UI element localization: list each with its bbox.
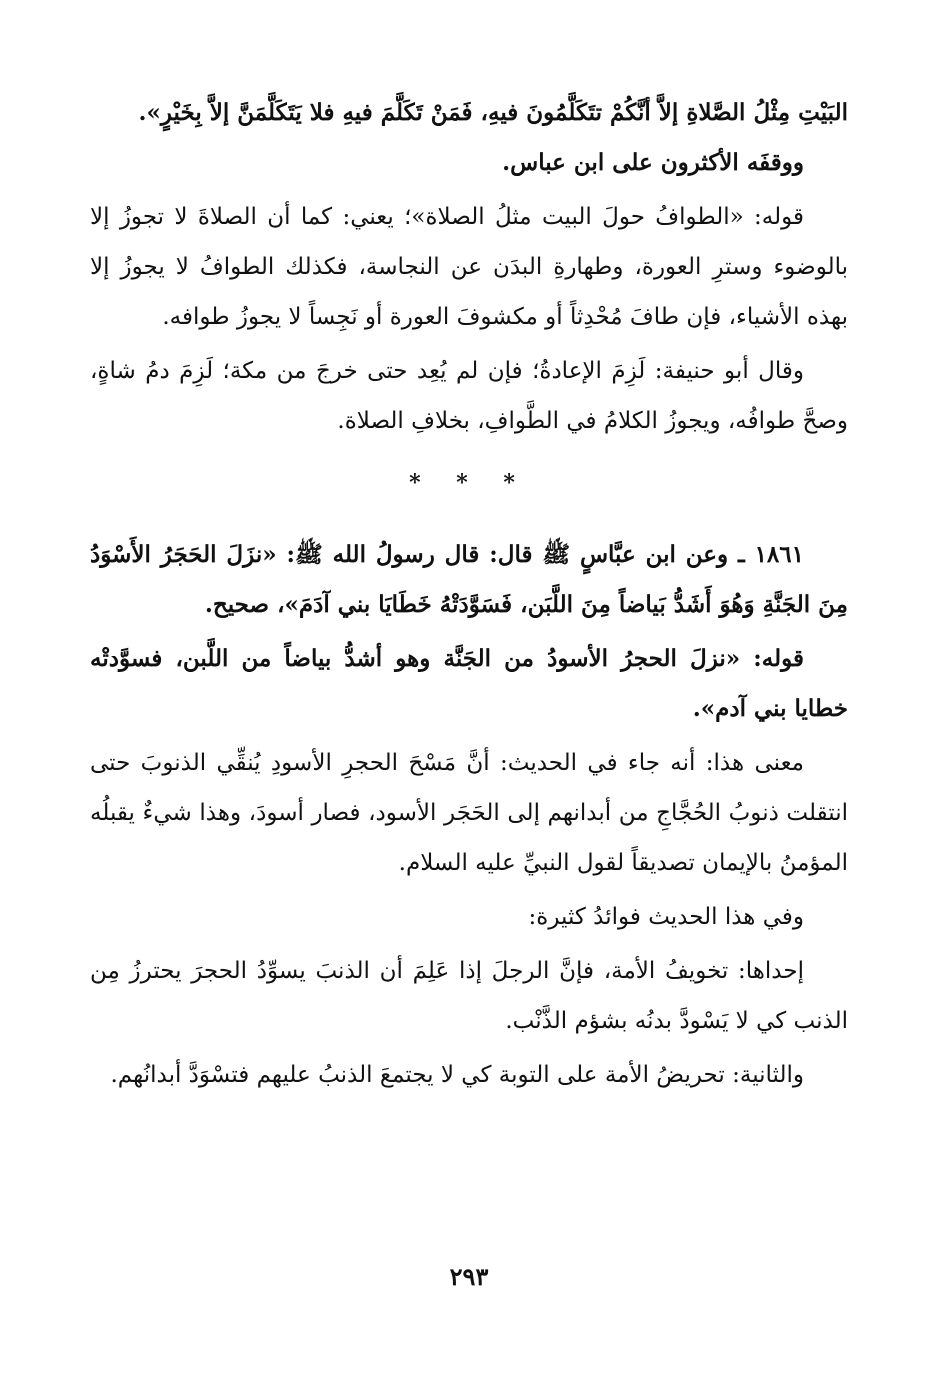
- page-body: [90, 88, 848, 1104]
- commentary-paragraph-2: وقال أبو حنيفة: لَزِمَ الإعادةُ؛ فإن لم يُعِد حتى خرجَ من مكة؛ لَزِمَ دمُ شاةٍ، وصحَّ طوافُه، ويجوزُ الكلامُ في الطَّوافِ، بخلافِ الصلاة.: [90, 358, 848, 434]
- commentary-paragraph-3: قوله: «نزلَ الحجرُ الأسودُ من الجَنَّة وهو أشدُّ بياضاً من اللَّبن، فسوَّدتْه خطايا بني آدم».: [90, 645, 848, 722]
- commentary-paragraph-4: معنى هذا: أنه جاء في الحديث: أنَّ مَسْحَ الحجرِ الأسودِ يُنقِّي الذنوبَ حتى انتقلت ذنوبُ الحُجَّاجِ من أبدانهم إلى الحَجَر الأسود، فصار أسودَ، وهذا شيءٌ يقبلُه المؤمنُ بالإيمان تصديقاً لقول النبيِّ عليه السلام.: [90, 750, 848, 876]
- page-number: ٢٩٣: [449, 1262, 489, 1291]
- commentary-paragraph-5: وفي هذا الحديث فوائدُ كثيرة:: [528, 904, 804, 930]
- hadith-1860-tail-line1: البَيْتِ مِثْلُ الصَّلاةِ إلاَّ أنَّكُمْ تتَكَلَّمُونَ فيهِ، فَمَنْ تَكَلَّمَ فيهِ فلا يَتَكَلَّمَنَّ إلاَّ بِخَيْرٍ».: [138, 99, 848, 126]
- commentary-paragraph-7: والثانية: تحريضُ الأمة على التوبة كي لا يجتمعَ الذنبُ عليهم فتسْوَدَّ أبدانُهم.: [110, 1062, 804, 1088]
- commentary-paragraph-1: قوله: «الطوافُ حولَ البيت مثلُ الصلاة»؛ يعني: كما أن الصلاةَ لا تجوزُ إلا بالوضوء وسترِ العورة، وطهارةِ البدَن عن النجاسة، فكذلك الطوافُ لا يجوزُ إلا بهذه الأشياء، فإن طافَ مُحْدِثاً أو مكشوفَ العورة أو نَجِساً لا يجوزُ طوافه.: [90, 204, 848, 330]
- hadith-1860-grading: ووقفَه الأكثرون على ابن عباس.: [502, 149, 804, 176]
- commentary-paragraph-6: إحداها: تخويفُ الأمة، فإنَّ الرجلَ إذا عَلِمَ أن الذنبَ يسوِّدُ الحجرَ يحترزُ مِن الذنب كي لا يَسْودَّ بدنُه بشؤم الذَّنْب.: [90, 958, 848, 1034]
- section-separator: * * *: [409, 470, 529, 496]
- hadith-1861: ١٨٦١ ـ وعن ابن عبَّاسٍ ﷺ قال: قال رسولُ الله ﷺ: «نزَلَ الحَجَرُ الأَسْوَدُ مِنَ الجَنَّةِ وَهُوَ أَشَدُّ بَياضاً مِنَ اللَّبَن، فَسَوَّدَتْهُ خَطَايَا بني آدَمَ»، صحيح.: [90, 541, 848, 618]
